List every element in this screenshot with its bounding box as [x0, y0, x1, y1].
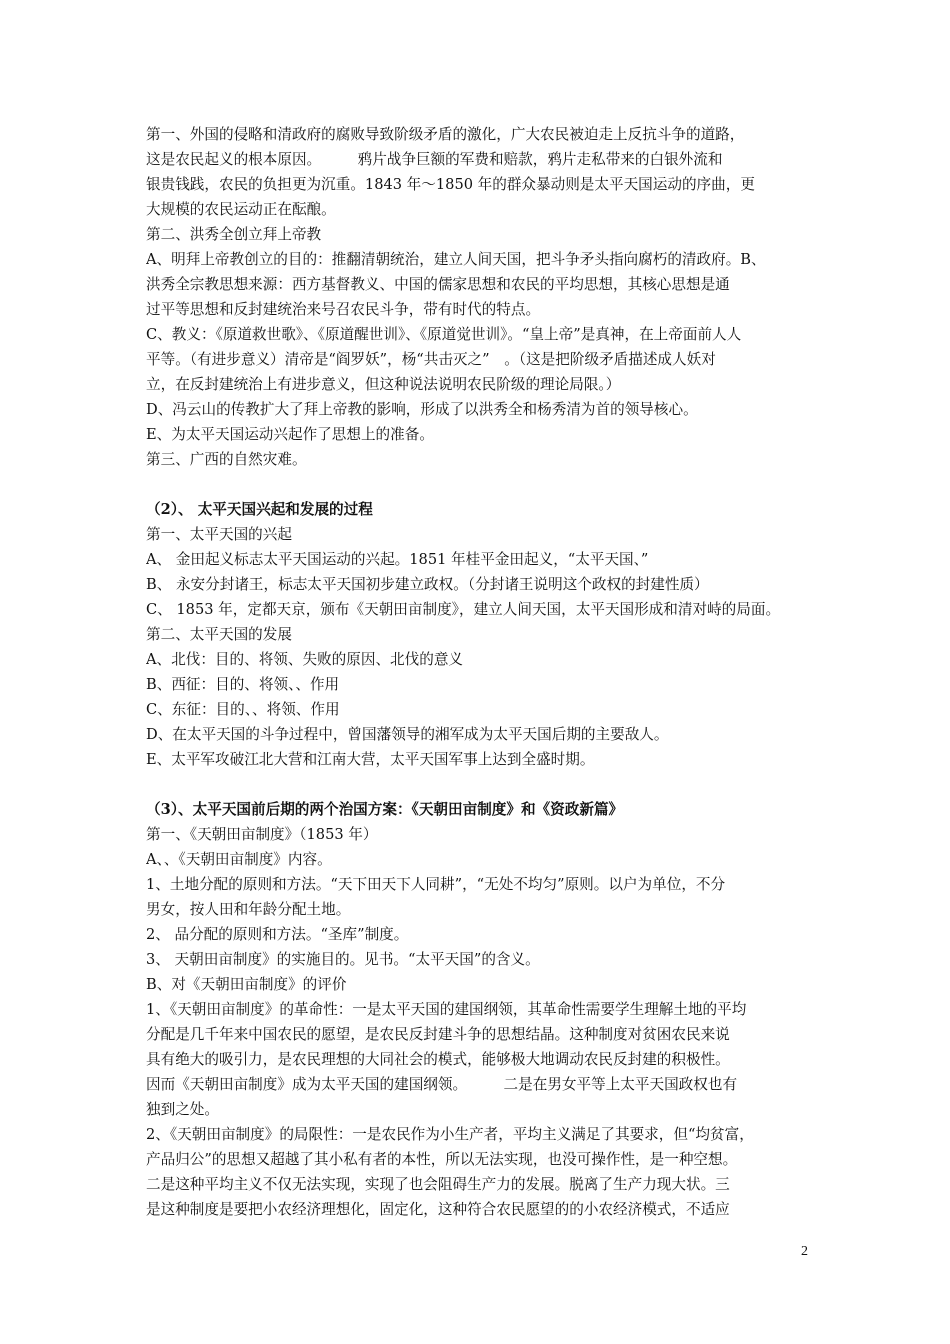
section-rise-development — [146, 522, 814, 772]
spacer — [146, 472, 814, 497]
text-line: 1、土地分配的原则和方法。“天下田天下人同耕”，“无处不均匀”原则。以户为单位，不分 — [146, 876, 726, 893]
text-line: 2、 品分配的原则和方法。“圣库”制度。 — [146, 926, 409, 943]
text-line: 第一、《天朝田亩制度》（1853 年） — [146, 826, 378, 843]
text-line: 1、《天朝田亩制度》的革命性：一是太平天国的建国纲领，其革命性需要学生理解土地的平均 — [146, 1001, 747, 1018]
text-line: 男女，按人田和年龄分配土地。 — [146, 901, 351, 918]
section-governance-plans — [146, 822, 814, 1222]
text-line: B、 永安分封诸王，标志太平天国初步建立政权。（分封诸王说明这个政权的封建性质） — [146, 576, 709, 593]
text-line: 具有绝大的吸引力，是农民理想的大同社会的模式，能够极大地调动农民反封建的积极性。 — [146, 1051, 730, 1068]
text-line: B、西征：目的、将领、、作用 — [146, 676, 340, 693]
spacer — [146, 772, 814, 797]
section-origins — [146, 122, 814, 472]
text-line: 第二、洪秀全创立拜上帝教 — [146, 226, 322, 243]
text-line: C、 1853 年，定都天京，颁布《天朝田亩制度》，建立人间天国，太平天国形成和清对峙的局面。 — [146, 601, 781, 618]
text-line: 因而《天朝田亩制度》成为太平天国的建国纲领。 二是在男女平等上太平天国政权也有 — [146, 1076, 738, 1093]
text-line: A、明拜上帝教创立的目的：推翻清朝统治，建立人间天国，把斗争矛头指向腐朽的清政府。B、 — [146, 251, 766, 268]
text-line: E、为太平天国运动兴起作了思想上的准备。 — [146, 426, 434, 443]
text-line: 银贵钱践，农民的负担更为沉重。1843 年～1850 年的群众暴动则是太平天国运动的序曲，更 — [146, 176, 755, 193]
section-heading-plans: （3）、太平天国前后期的两个治国方案：《天朝田亩制度》和《资政新篇》 — [146, 801, 624, 818]
text-line: 第一、太平天国的兴起 — [146, 526, 292, 543]
text-line: A、、《天朝田亩制度》内容。 — [146, 851, 332, 868]
text-line: 过平等思想和反封建统治来号召农民斗争，带有时代的特点。 — [146, 301, 541, 318]
text-line: 大规模的农民运动正在酝酿。 — [146, 201, 336, 218]
text-line: D、在太平天国的斗争过程中，曾国藩领导的湘军成为太平天国后期的主要敌人。 — [146, 726, 669, 743]
text-line: A、 金田起义标志太平天国运动的兴起。1851 年桂平金田起义，“太平天国、” — [146, 551, 649, 568]
text-line: 第三、广西的自然灾难。 — [146, 451, 307, 468]
text-line: 产品归公”的思想又超越了其小私有者的本性，所以无法实现，也没可操作性，是一种空想。 — [146, 1151, 738, 1168]
text-line: B、对《天朝田亩制度》的评价 — [146, 976, 347, 993]
text-line: E、太平军攻破江北大营和江南大营，太平天国军事上达到全盛时期。 — [146, 751, 595, 768]
text-line: C、东征：目的、、将领、作用 — [146, 701, 340, 718]
text-line: 这是农民起义的根本原因。 鸦片战争巨额的军费和赔款，鸦片走私带来的白银外流和 — [146, 151, 723, 168]
text-line: 独到之处。 — [146, 1101, 219, 1118]
document-body — [146, 122, 814, 1222]
text-line: 3、 天朝田亩制度》的实施目的。见书。“太平天国”的含义。 — [146, 951, 540, 968]
text-line: 2、《天朝田亩制度》的局限性：一是农民作为小生产者，平均主义满足了其要求，但“均贫富， — [146, 1126, 754, 1143]
text-line: D、冯云山的传教扩大了拜上帝教的影响，形成了以洪秀全和杨秀清为首的领导核心。 — [146, 401, 698, 418]
text-line: A、北伐：目的、将领、失败的原因、北伐的意义 — [146, 651, 464, 668]
text-line: 二是这种平均主义不仅无法实现，实现了也会阻碍生产力的发展。脱离了生产力现大状。三 — [146, 1176, 730, 1193]
section-heading-rise: （2）、 太平天国兴起和发展的过程 — [146, 501, 373, 518]
text-line: 第二、太平天国的发展 — [146, 626, 292, 643]
text-line: C、教义：《原道救世歌》、《原道醒世训》、《原道觉世训》。“皇上帝”是真神，在上帝面前人人 — [146, 326, 742, 343]
text-line: 第一、外国的侵略和清政府的腐败导致阶级矛盾的激化，广大农民被迫走上反抗斗争的道路， — [146, 126, 745, 143]
text-line: 分配是几千年来中国农民的愿望，是农民反封建斗争的思想结晶。这种制度对贫困农民来说 — [146, 1026, 730, 1043]
text-line: 是这种制度是要把小农经济理想化，固定化，这种符合农民愿望的的小农经济模式，不适应 — [146, 1201, 730, 1218]
text-line: 洪秀全宗教思想来源：西方基督教义、中国的儒家思想和农民的平均思想，其核心思想是通 — [146, 276, 730, 293]
text-line: 立，在反封建统治上有进步意义，但这种说法说明农民阶级的理论局限。） — [146, 376, 621, 393]
text-line: 平等。（有进步意义）清帝是“阎罗妖”，杨“共击灭之” 。（这是把阶级矛盾描述成人妖对 — [146, 351, 716, 368]
page-number: 2 — [801, 1244, 808, 1259]
